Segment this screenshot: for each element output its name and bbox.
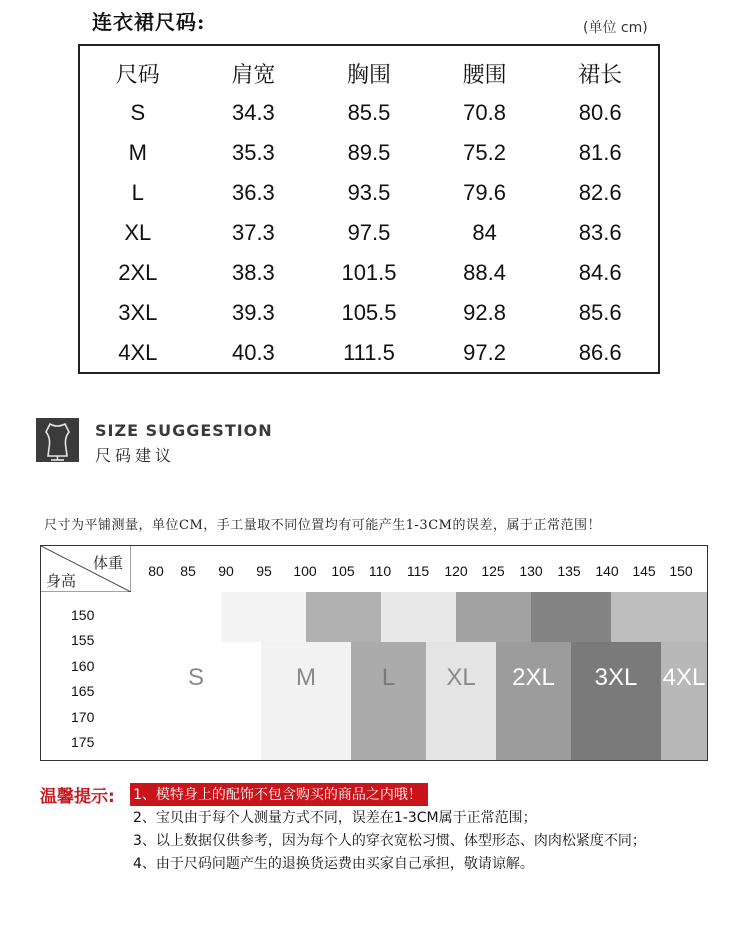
table-row [80,253,658,293]
table-cell: 92.8 [463,300,506,325]
header-cell: 胸围 [346,62,391,88]
table-cell: 40.3 [231,340,275,365]
weight-label: 140 [595,563,619,579]
height-label: 175 [71,734,95,750]
corner-cell [41,546,131,592]
table-cell: 97.2 [463,340,506,365]
weight-label: 120 [444,563,468,579]
size-table [78,44,660,374]
size-band-top [456,592,531,642]
table-cell: 36.3 [231,180,275,205]
table-cell: 85.6 [578,300,622,325]
weight-label: 80 [148,563,164,579]
size-band [261,642,351,760]
header-cell: 腰围 [462,62,507,88]
table-header-row [80,53,658,93]
tip-item: 4、由于尺码问题产生的退换货运费由买家自己承担，敬请谅解。 [133,856,534,872]
table-cell: 80.6 [578,100,622,125]
height-label: 160 [71,658,95,674]
table-cell: 34.3 [231,100,275,125]
table-cell: 105.5 [341,300,397,325]
table-cell: S [130,100,146,125]
table-cell: 38.3 [231,260,275,285]
height-label: 165 [71,683,95,699]
table-cell: 70.8 [463,100,506,125]
weight-label: 85 [180,563,196,579]
table-cell: 111.5 [343,340,395,365]
dress-form-icon [36,418,79,462]
size-band-top [306,592,381,642]
size-band-label: 4XL [662,664,706,691]
tip-item: 3、以上数据仅供参考，因为每个人的穿衣宽松习惯、体型形态、肉肉松紧度不同； [133,833,646,849]
size-band [661,642,707,760]
table-cell: 4XL [118,340,158,365]
table-cell: 86.6 [578,340,622,365]
height-axis-label: 身高 [46,572,77,590]
size-band-top [531,592,611,642]
size-band-top [221,592,306,642]
weight-label: 145 [632,563,656,579]
table-cell: 101.5 [341,260,397,285]
table-row [80,333,658,373]
suggestion-heading-cn: 尺码建议 [95,446,176,465]
table-cell: L [131,180,144,205]
table-cell: 88.4 [463,260,506,285]
suggestion-heading-en: SIZE SUGGESTION [95,421,273,440]
table-cell: 35.3 [231,140,275,165]
height-label: 170 [71,709,95,725]
size-band-top [381,592,456,642]
table-cell: 79.6 [463,180,506,205]
weight-label: 115 [406,563,430,579]
size-band-label: S [187,664,205,691]
tip-item: 2、宝贝由于每个人测量方式不同，误差在1-3CM属于正常范围； [133,810,537,826]
table-row [80,213,658,253]
size-band [426,642,496,760]
table-cell: 3XL [118,300,158,325]
table-cell: 2XL [118,260,158,285]
table-cell: 83.6 [578,220,622,245]
tips-title: 温馨提示: [40,787,115,807]
weight-label: 95 [256,563,272,579]
tip-item-highlight: 1、模特身上的配饰不包含购买的商品之内哦！ [130,783,428,806]
table-cell: 75.2 [463,140,506,165]
table-cell: 37.3 [231,220,275,245]
table-cell: XL [124,220,152,245]
size-suggestion-grid [40,545,708,761]
size-band-label: M [296,664,316,691]
weight-label: 105 [331,563,355,579]
size-band [571,642,661,760]
weight-label: 110 [368,563,392,579]
table-cell: 85.5 [347,100,391,125]
weight-label: 130 [519,563,543,579]
table-cell: 39.3 [231,300,275,325]
header-cell: 肩宽 [231,62,276,88]
table-cell: 84.6 [578,260,622,285]
header-cell: 尺码 [115,62,160,88]
size-band-label: 3XL [594,664,638,691]
size-band-label: L [381,664,396,691]
size-band [496,642,571,760]
size-chart-title: 连衣裙尺码: [92,10,206,34]
measurement-note: 尺寸为平铺测量，单位CM，手工量取不同位置均有可能产生1-3CM的误差，属于正常范围！ [44,518,601,533]
table-cell: 81.6 [578,140,622,165]
table-row [80,173,658,213]
table-cell: 93.5 [347,180,391,205]
table-cell: 82.6 [578,180,622,205]
height-label: 155 [71,632,95,648]
size-band-label: 2XL [512,664,555,691]
weight-axis-label: 体重 [93,554,124,572]
size-band-label: XL [446,664,476,691]
table-cell: 89.5 [347,140,391,165]
size-band [131,642,261,760]
table-row [80,133,658,173]
table-cell: 97.5 [347,220,391,245]
size-band-top [611,592,707,642]
table-cell: 84 [472,220,497,245]
unit-label: (单位 cm) [583,20,648,36]
size-band [351,642,426,760]
header-cell: 裙长 [578,62,623,88]
weight-label: 90 [218,563,234,579]
table-row [80,293,658,333]
weight-label: 150 [669,563,693,579]
table-cell: M [128,140,147,165]
weight-label: 135 [557,563,581,579]
table-row [80,93,658,133]
height-label: 150 [71,607,95,623]
weight-label: 125 [481,563,505,579]
weight-label: 100 [293,563,317,579]
